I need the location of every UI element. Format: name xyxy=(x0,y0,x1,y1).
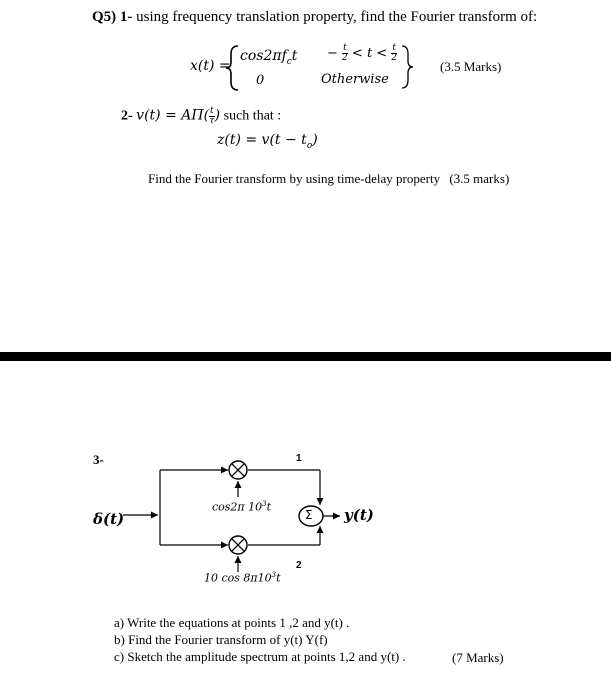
input-label: δ(t) xyxy=(93,510,125,528)
list-item: a) Write the equations at points 1 ,2 and y(t) . xyxy=(114,615,350,630)
osc1-label: cos2π $10^3t$ xyxy=(212,500,272,514)
multiplier-1-icon xyxy=(229,461,247,479)
case1-expression: $\cos 2\pi f_ct$ xyxy=(240,48,298,67)
point-1-label: 1 xyxy=(296,453,302,464)
part2-z-equation: $z(t) = v(t - t_o)$ xyxy=(217,132,318,151)
eq-lhs: x(t) = xyxy=(190,58,231,74)
question-list xyxy=(114,614,406,665)
q5-number: Q5) xyxy=(92,9,117,25)
list-item: b) Find the Fourier transform of y(t) Y(f) xyxy=(114,632,328,647)
part2-line: 2- v(t) = AΠ( $\frac{t}{\tau}$ ) such that : xyxy=(121,106,282,126)
q3-number: 3- xyxy=(93,452,104,467)
part2-number: 2- xyxy=(121,108,133,124)
part2-such-that: such that : xyxy=(223,108,282,124)
part1-marks: (3.5 Marks) xyxy=(440,59,502,74)
case2-expression: 0 xyxy=(256,73,265,88)
part2-find: Find the Fourier transform by using time-delay property (3.5 marks) xyxy=(148,171,510,186)
case2-condition: Otherwise xyxy=(321,72,389,87)
q3-marks: (7 Marks) xyxy=(452,650,504,665)
list-item: c) Sketch the amplitude spectrum at points 1,2 and y(t) . xyxy=(114,649,406,664)
point-2-label: 2 xyxy=(296,560,302,571)
osc2-label: 10 $\cos 8\pi 10^3t$ xyxy=(204,571,281,585)
part2-marks: (3.5 marks) xyxy=(449,171,510,186)
multiplier-2-icon xyxy=(229,536,247,554)
output-label: y(t) xyxy=(344,506,374,524)
sum-symbol: Σ xyxy=(305,508,313,522)
case1-condition: − $\frac{t}{2}$ < t < $\frac{t}{2}$ xyxy=(327,43,398,63)
part1-text: using frequency translation property, find the Fourier transform of: xyxy=(136,9,538,25)
part1-number: 1- xyxy=(119,9,133,25)
